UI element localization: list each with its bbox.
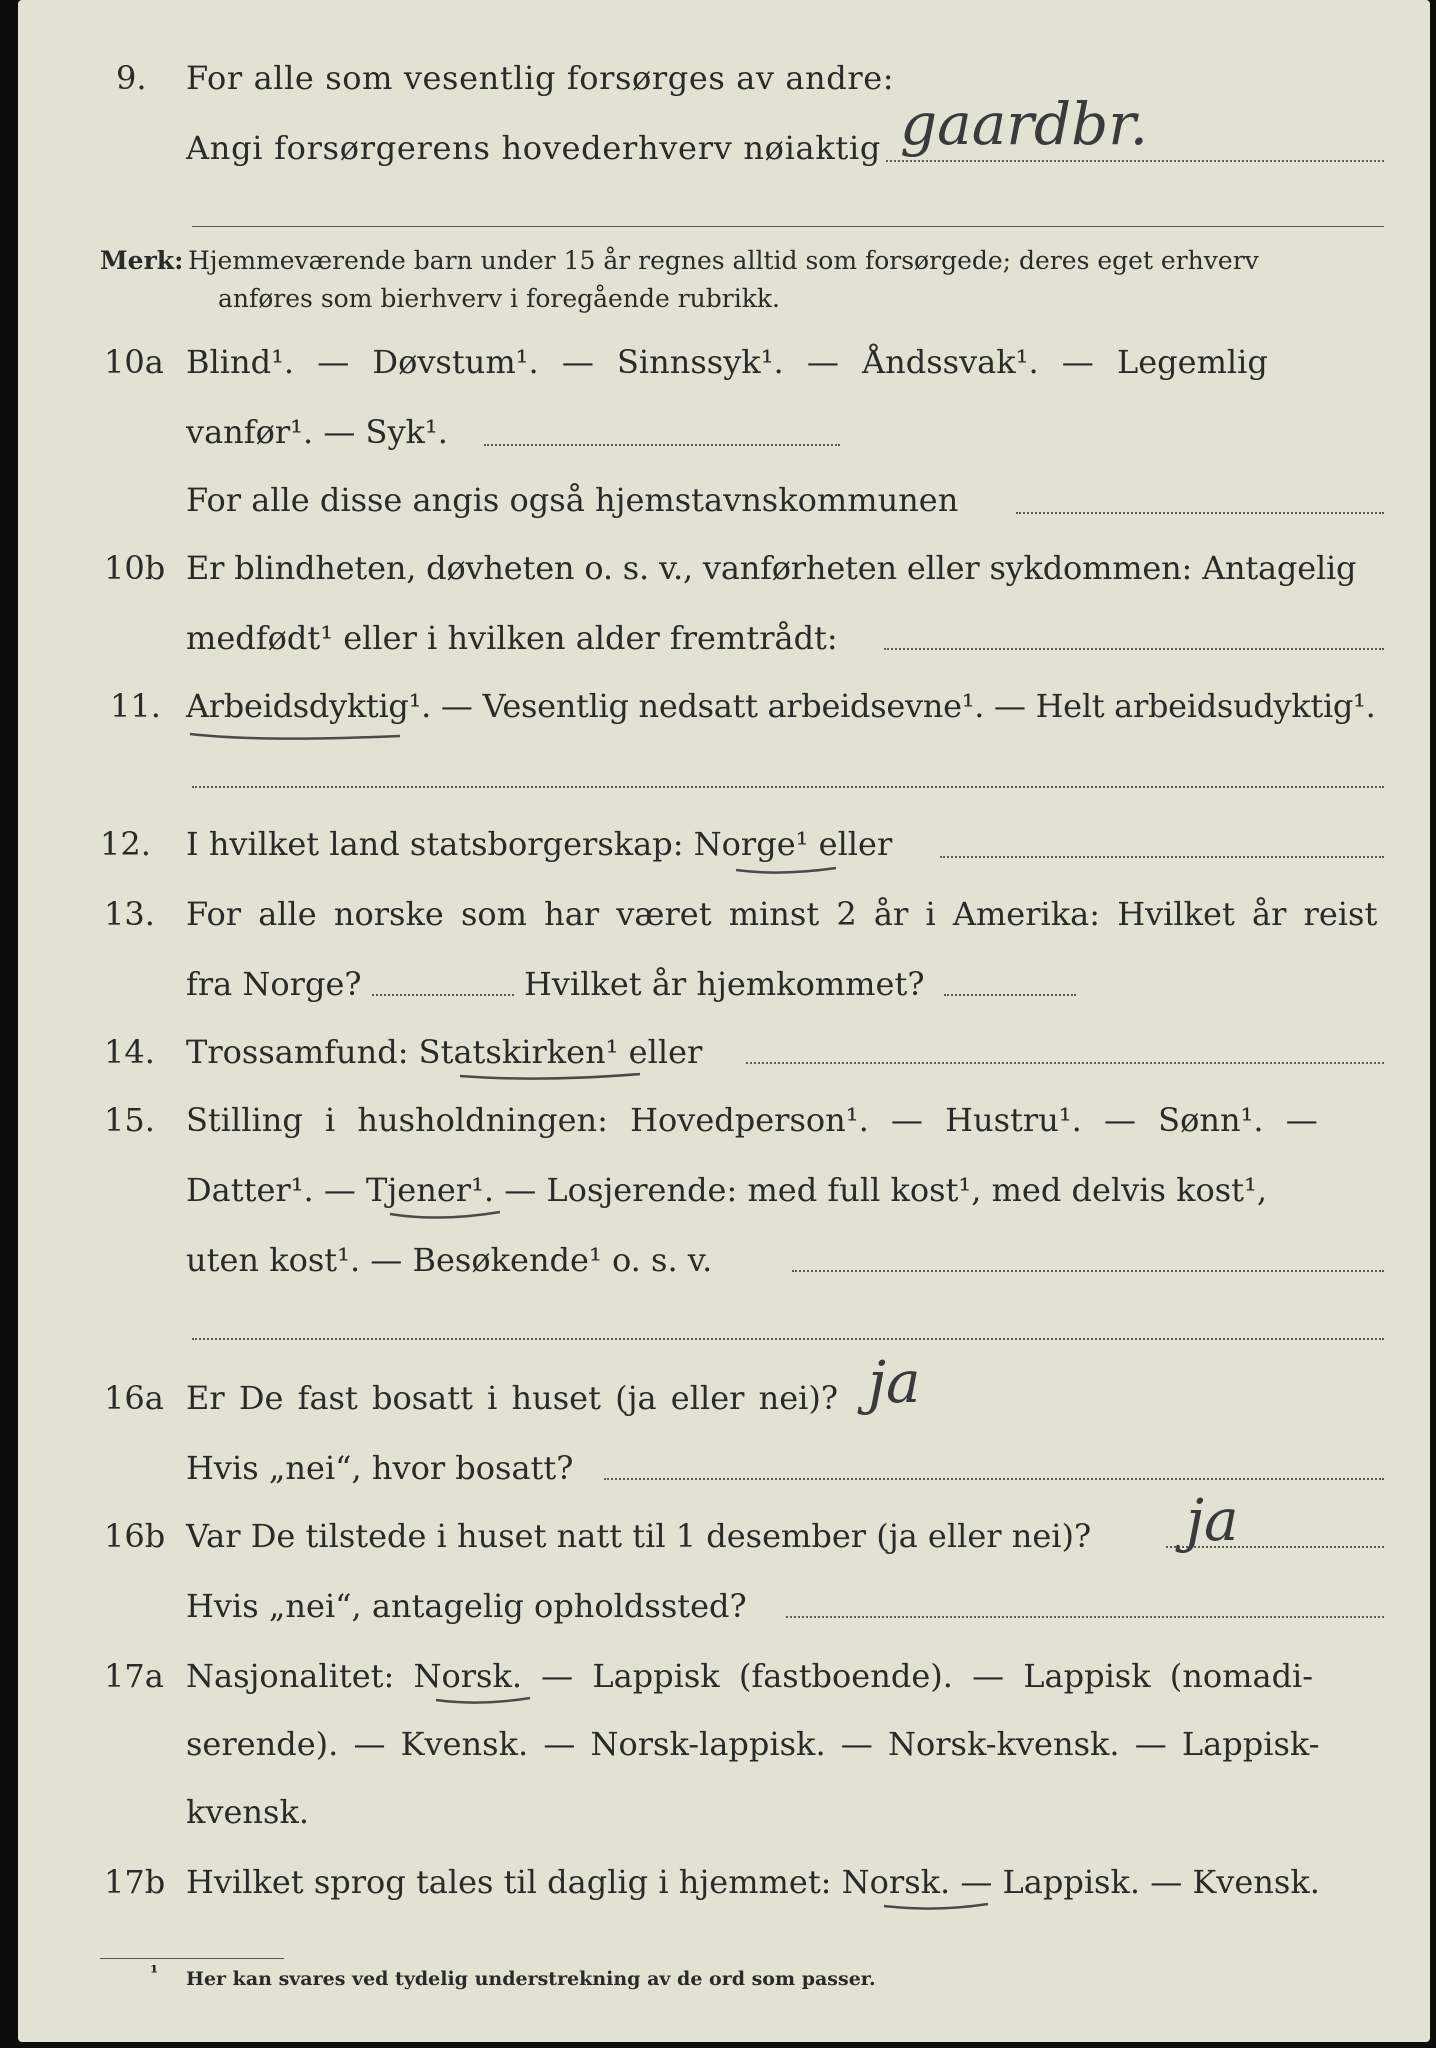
q12-number: 12. [100,825,151,863]
q17a-line2: serende). — Kvensk. — Norsk-lappisk. — Norsk-kvensk. — Lappisk- [186,1725,1320,1763]
q17a-line3: kvensk. [186,1793,309,1831]
q16b-handwritten-answer: ja [1186,1486,1239,1554]
q10a-line2: vanfør¹. — Syk¹. [186,413,448,451]
q14-number: 14. [104,1033,155,1071]
q16b-number: 16b [104,1517,166,1555]
merk-line2: anføres som bierhverv i foregående rubrikk. [218,284,780,313]
underline-norsk-17a [436,1698,530,1703]
underline-tjener [390,1212,500,1218]
q13-line1: For alle norske som har været minst 2 år i Amerika: Hvilket år reist [186,895,1378,933]
q16b-line2: Hvis „nei“, antagelig opholdssted? [186,1587,747,1625]
q14-line1: Trossamfund: Statskirken¹ eller [186,1033,703,1071]
q9-handwritten-answer: gaardbr. [900,90,1149,158]
q10a-line3: For alle disse angis også hjemstavnskommunen [186,481,959,519]
q11-number: 11. [110,687,161,725]
q9-line2: Angi forsørgerens hovederhverv nøiaktig [186,129,882,167]
q16a-line2: Hvis „nei“, hvor bosatt? [186,1449,574,1487]
q15-line1: Stilling i husholdningen: Hovedperson¹. — Hustru¹. — Sønn¹. — [186,1101,1318,1139]
q16a-handwritten-answer: ja [868,1348,921,1416]
q9-line1: For alle som vesentlig forsørges av andre: [186,59,895,97]
q15-line2: Datter¹. — Tjener¹. — Losjerende: med full kost¹, med delvis kost¹, [186,1171,1268,1209]
q13-line2a: fra Norge? [186,965,362,1003]
footnote-text: Her kan svares ved tydelig understrekning av de ord som passer. [186,1968,876,1990]
q17a-number: 17a [104,1657,164,1695]
q10b-number: 10b [104,549,166,587]
q16a-line1: Er De fast bosatt i huset (ja eller nei)? [186,1379,839,1417]
footnote-mark: ¹ [150,1962,159,1984]
q10a-number: 10a [104,343,164,381]
q10b-line1: Er blindheten, døvheten o. s. v., vanførheten eller sykdommen: Antagelig [186,549,1357,587]
q17b-number: 17b [104,1863,166,1901]
q10b-line2: medfødt¹ eller i hvilken alder fremtrådt: [186,619,838,657]
q13-number: 13. [104,895,155,933]
q17a-line1: Nasjonalitet: Norsk. — Lappisk (fastboende). — Lappisk (nomadi- [186,1657,1314,1695]
underline-norsk-17b [884,1904,988,1909]
q15-number: 15. [104,1101,155,1139]
q13-line2b: Hvilket år hjemkommet? [524,965,925,1003]
q9-number: 9. [116,59,147,97]
underline-norge [736,868,836,873]
q12-line1: I hvilket land statsborgerskap: Norge¹ eller [186,825,893,863]
underline-arbeidsdyktig [190,734,400,739]
q10a-line1: Blind¹. — Døvstum¹. — Sinnssyk¹. — Åndssvak¹. — Legemlig [186,343,1268,381]
q11-line1: Arbeidsdyktig¹. — Vesentlig nedsatt arbeidsevne¹. — Helt arbeidsudyktig¹. [186,687,1376,725]
merk-line1: Hjemmeværende barn under 15 år regnes alltid som forsørgede; deres eget erhverv [188,246,1259,275]
merk-label: Merk: [100,246,184,275]
q15-line3: uten kost¹. — Besøkende¹ o. s. v. [186,1241,713,1279]
q17b-line1: Hvilket sprog tales til daglig i hjemmet: Norsk. — Lappisk. — Kvensk. [186,1863,1320,1901]
q16b-line1: Var De tilstede i huset natt til 1 desember (ja eller nei)? [186,1517,1092,1555]
underline-statskirken [460,1074,640,1079]
q16a-number: 16a [104,1379,164,1417]
